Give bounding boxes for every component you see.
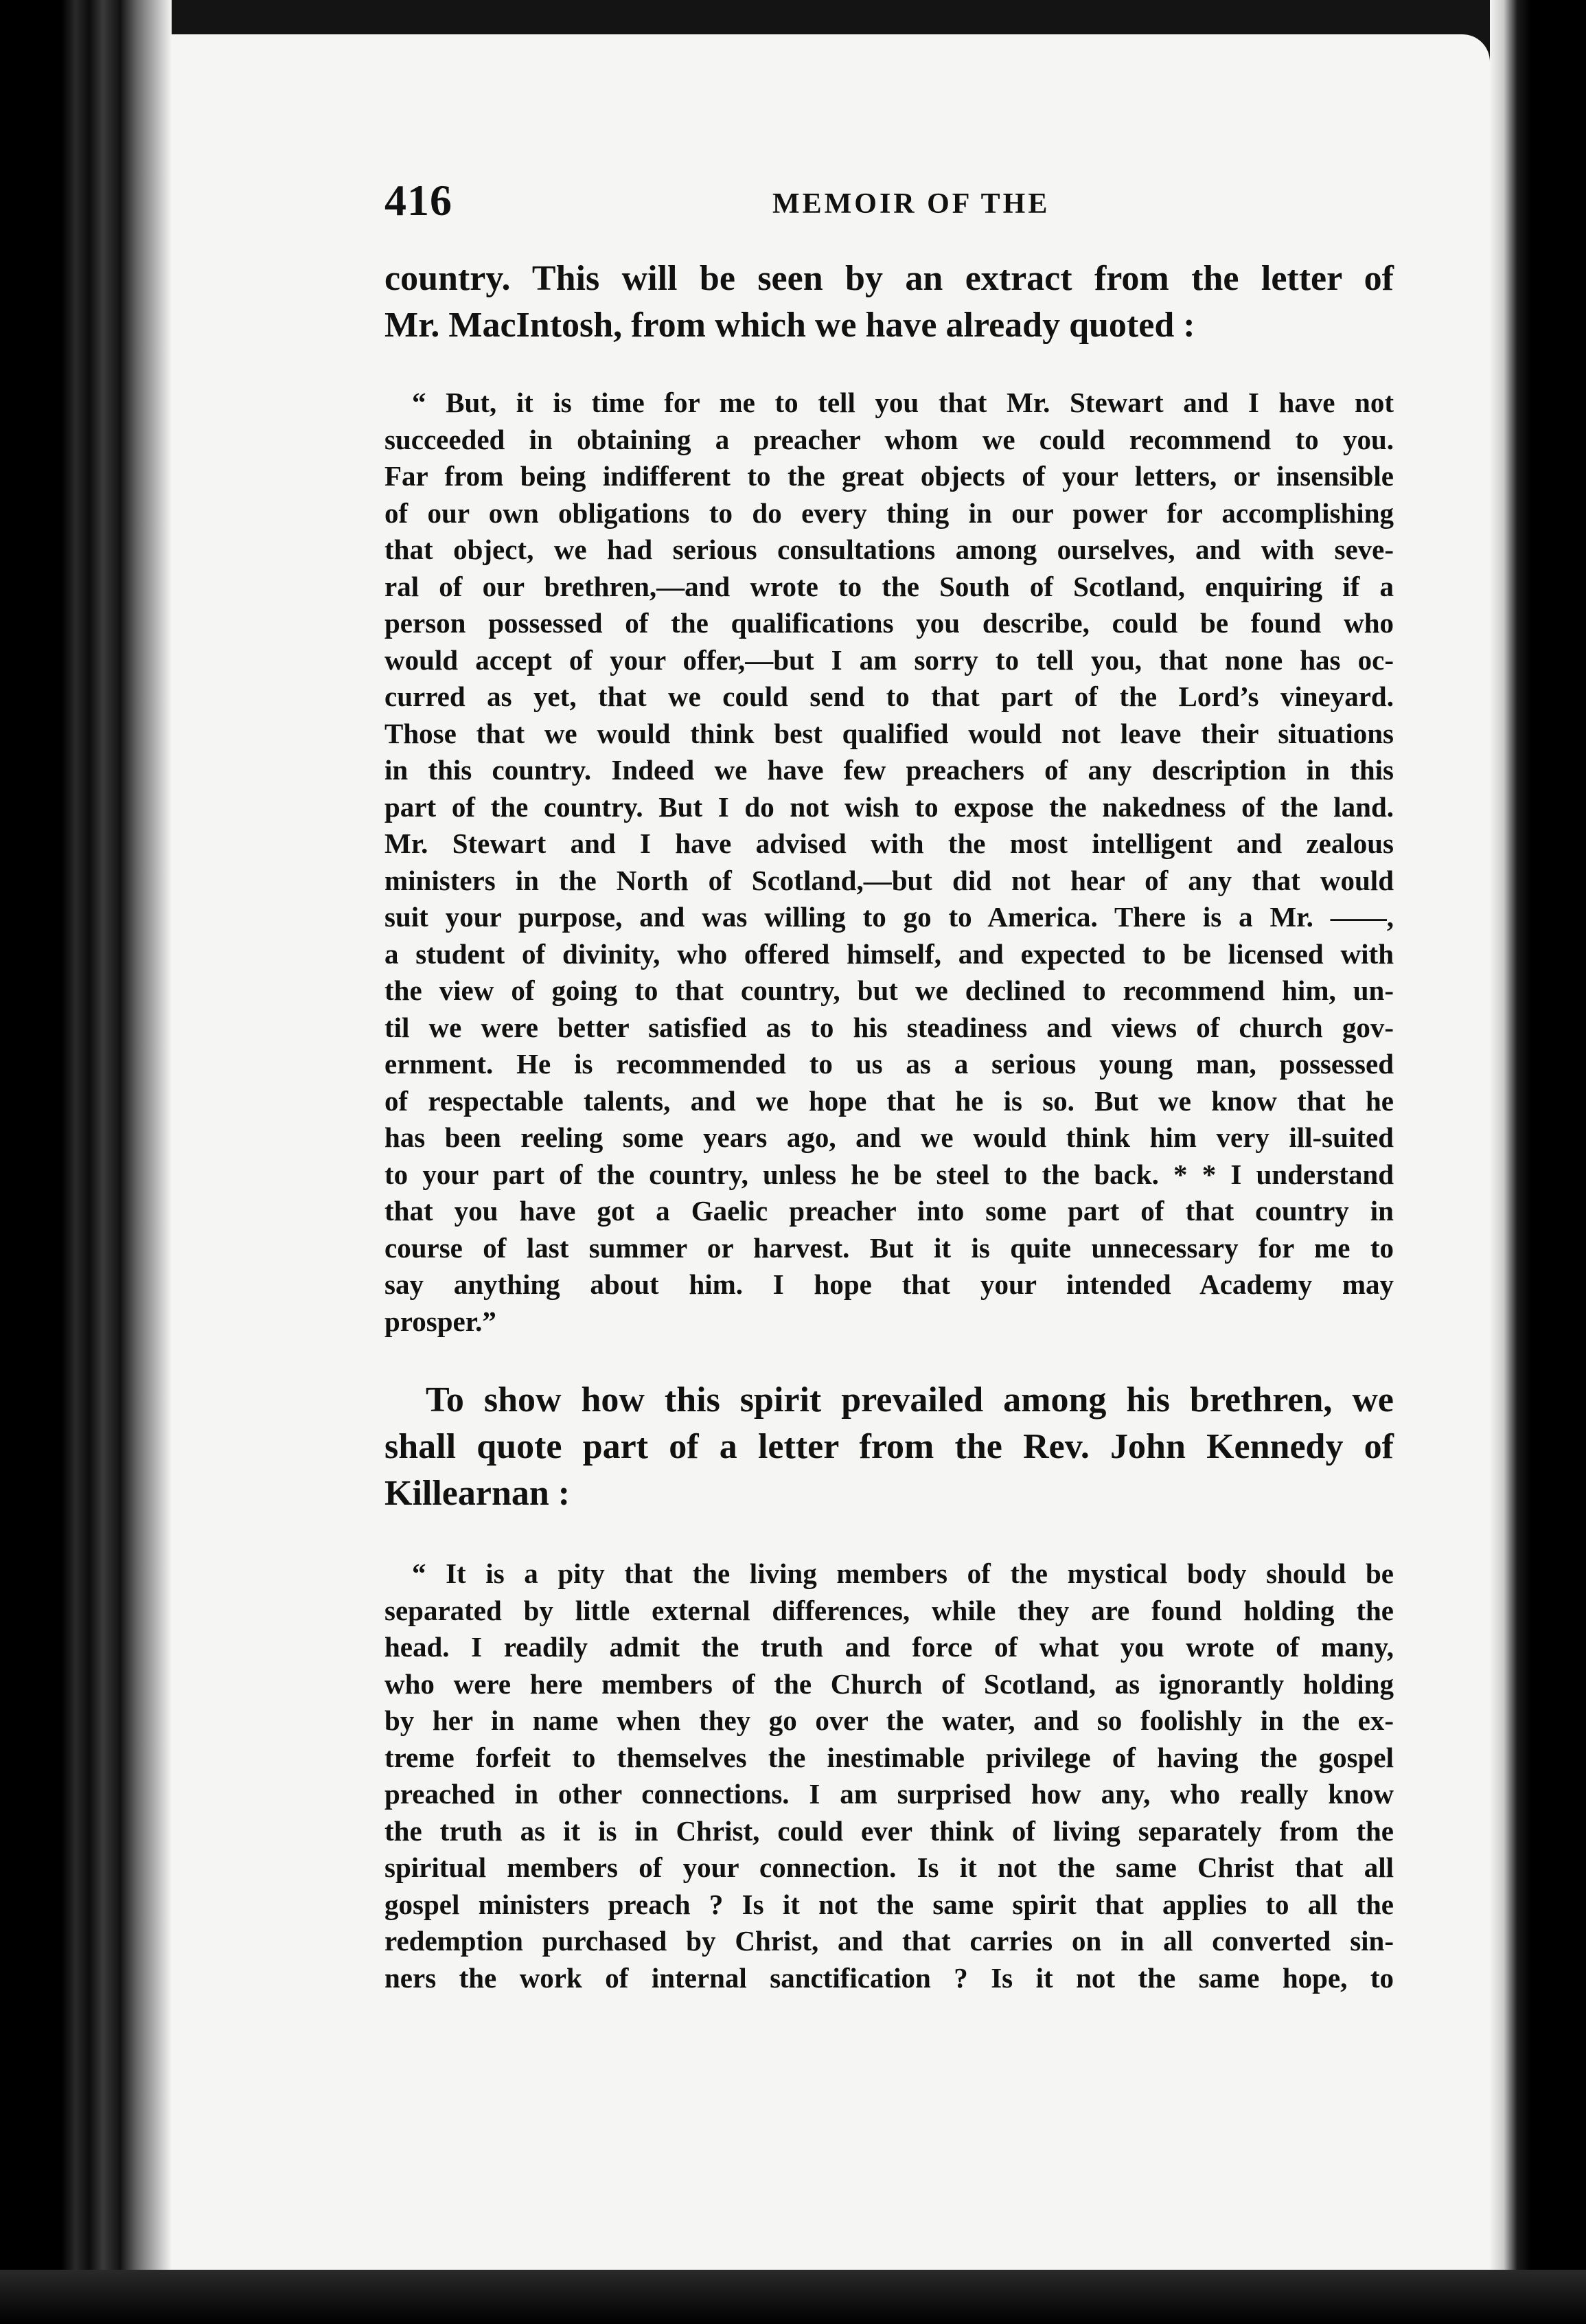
quote-line: course of last summer or harvest. But it is quite unnecessary for me to: [384, 1231, 1394, 1264]
quote-line: in this country. Indeed we have few preachers of any description in this: [384, 754, 1394, 786]
quote-line: separated by little external differences, while they are found holding the: [384, 1594, 1394, 1626]
quote-line: would accept of your offer,—but I am sorry to tell you, that none has oc-: [384, 643, 1394, 676]
quote-line: spiritual members of your connection. Is it not the same Christ that all: [384, 1852, 1394, 1883]
quote-line: redemption purchased by Christ, and that carries on in all converted sin-: [384, 1925, 1394, 1957]
quote-line: ners the work of internal sanctification ? Is it not the same hope, to: [384, 1961, 1394, 1994]
quote-line: who were here members of the Church of Scotland, as ignorantly holding: [384, 1667, 1394, 1700]
quote-line: of respectable talents, and we hope that he is so. But we know that he: [384, 1084, 1394, 1117]
text-line: To show how this spirit prevailed among his brethren, we: [426, 1380, 1394, 1420]
quote-line: head. I readily admit the truth and force of what you wrote of many,: [384, 1631, 1394, 1663]
quote-line: ernment. He is recommended to us as a serious young man, possessed: [384, 1048, 1394, 1080]
quote-line: Those that we would think best qualified would not leave their situations: [384, 717, 1394, 749]
text-line: shall quote part of a letter from the Rev. John Kennedy of: [384, 1427, 1394, 1466]
quote-line: Far from being indifferent to the great objects of your letters, or insensible: [384, 460, 1394, 492]
quote-line: to your part of the country, unless he be steel to the back. * * I understand: [384, 1158, 1394, 1190]
quote-line: “ It is a pity that the living members of the mystical body should be: [412, 1558, 1394, 1589]
running-head: MEMOIR OF THE: [772, 188, 1050, 220]
text-line: country. This will be seen by an extract from the letter of: [384, 259, 1394, 298]
quote-line: gospel ministers preach ? Is it not the same spirit that applies to all the: [384, 1888, 1394, 1920]
quote-line: succeeded in obtaining a preacher whom we could recommend to you.: [384, 423, 1394, 455]
quote-line: has been reeling some years ago, and we would think him very ill-suited: [384, 1121, 1394, 1153]
quote-line: preached in other connections. I am surprised how any, who really know: [384, 1778, 1394, 1810]
quote-line: that object, we had serious consultations among ourselves, and with seve-: [384, 534, 1394, 565]
quote-line: “ But, it is time for me to tell you that Mr. Stewart and I have not: [412, 387, 1394, 418]
quote-line: til we were better satisfied as to his steadiness and views of church gov-: [384, 1011, 1394, 1043]
book-spine-edge: [0, 0, 172, 2324]
page-header: [384, 175, 1414, 230]
quote-line: ministers in the North of Scotland,—but did not hear of any that would: [384, 864, 1394, 896]
quote-line: the view of going to that country, but we declined to recommend him, un-: [384, 975, 1394, 1006]
quote-line: a student of divinity, who offered himself, and expected to be licensed with: [384, 937, 1394, 970]
paragraph-2: [384, 1377, 1394, 1517]
quote-line: ral of our brethren,—and wrote to the South of Scotland, enquiring if a: [384, 570, 1394, 602]
quote-line: person possessed of the qualifications you describe, could be found who: [384, 607, 1394, 639]
quote-line: prosper.”: [384, 1305, 496, 1337]
quote-line: part of the country. But I do not wish to expose the nakedness of the land.: [384, 790, 1394, 823]
text-line: Mr. MacIntosh, from which we have already quoted :: [384, 306, 1195, 345]
quote-line: by her in name when they go over the water, and so foolishly in the ex-: [384, 1705, 1394, 1736]
quote-block-2: [384, 1556, 1394, 1996]
quote-line: treme forfeit to themselves the inestimable privilege of having the gospel: [384, 1741, 1394, 1773]
text-line: Killearnan :: [384, 1474, 571, 1513]
quote-line: say anything about him. I hope that your intended Academy may: [384, 1268, 1394, 1300]
page-fore-edge: [1490, 0, 1586, 2324]
scan-bottom-edge: [0, 2270, 1586, 2324]
quote-line: that you have got a Gaelic preacher into some part of that country in: [384, 1195, 1394, 1227]
quote-line: of our own obligations to do every thing in our power for accomplishing: [384, 497, 1394, 529]
quote-line: the truth as it is in Christ, could ever think of living separately from the: [384, 1814, 1394, 1847]
quote-block-1: [384, 385, 1394, 1340]
quote-line: suit your purpose, and was willing to go to America. There is a Mr. ——,: [384, 901, 1394, 933]
paragraph-1: [384, 255, 1394, 349]
page-number: 416: [384, 176, 452, 225]
quote-line: curred as yet, that we could send to that part of the Lord’s vineyard.: [384, 681, 1394, 712]
quote-line: Mr. Stewart and I have advised with the most intelligent and zealous: [384, 828, 1394, 859]
